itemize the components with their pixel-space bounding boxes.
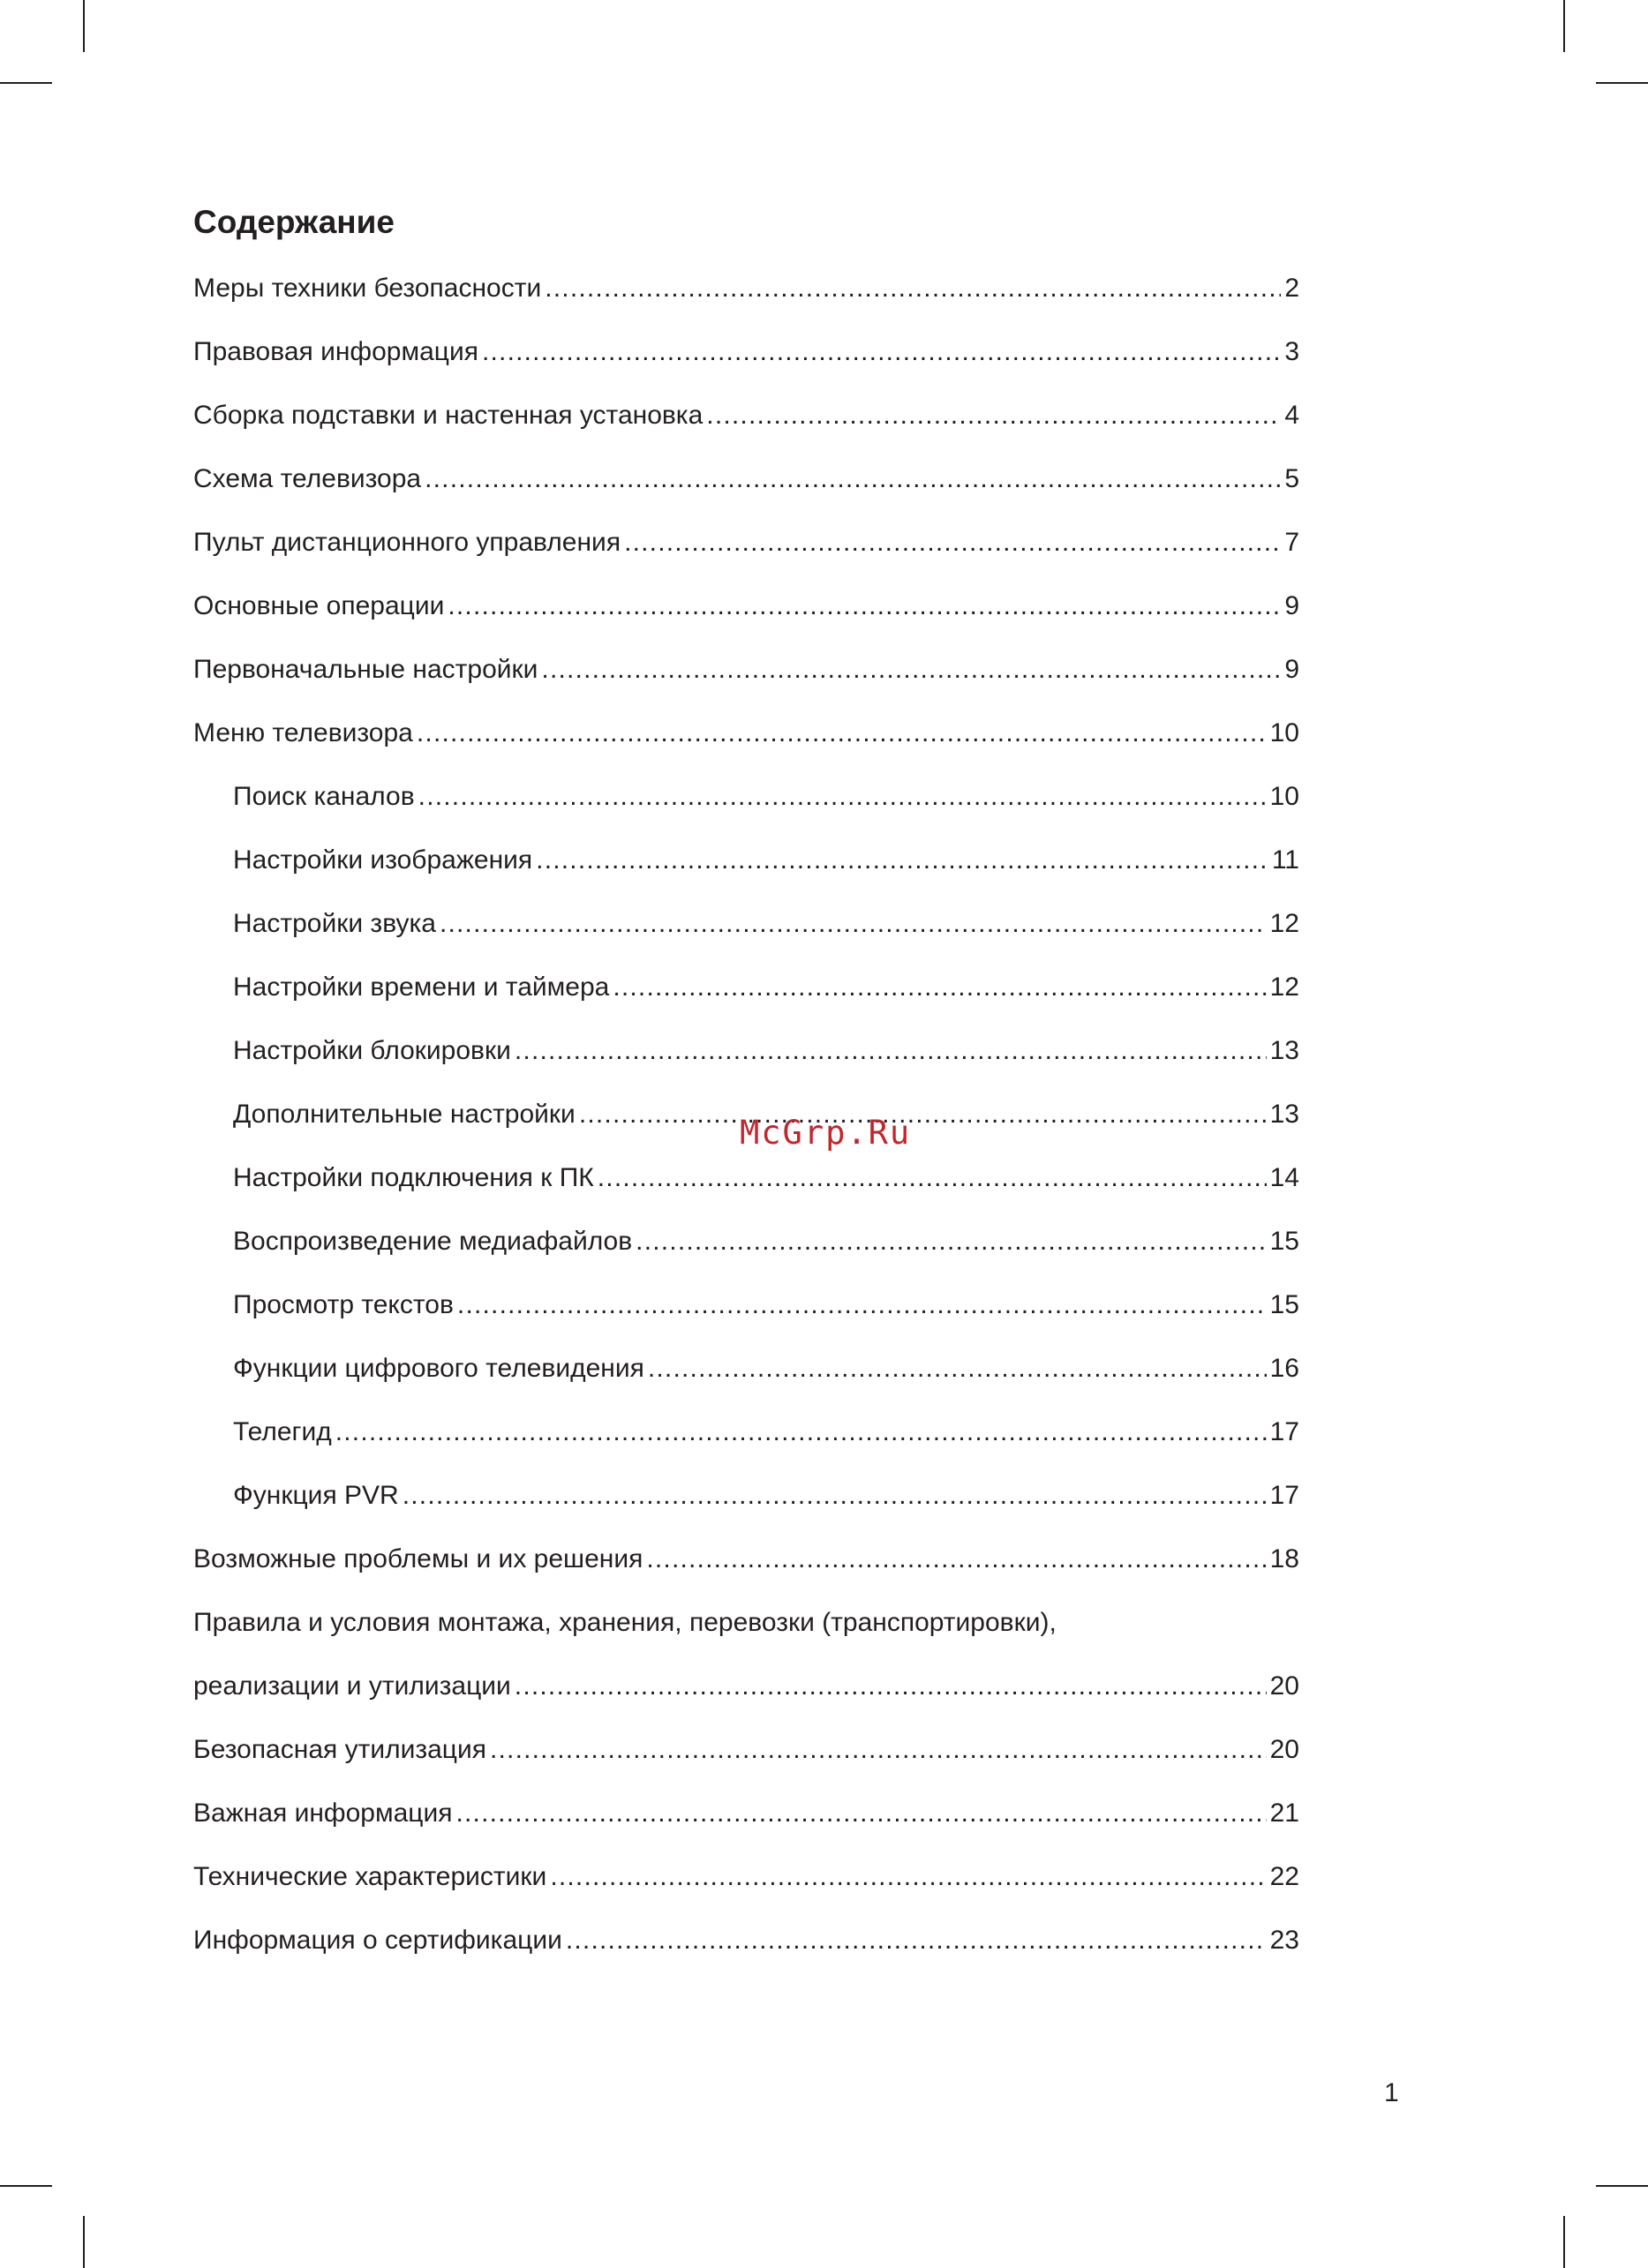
toc-dot-leader bbox=[613, 966, 1266, 1009]
toc-entry-page: 15 bbox=[1269, 1290, 1299, 1319]
toc-dot-leader bbox=[545, 267, 1281, 310]
toc-entry bbox=[193, 267, 1299, 331]
toc-entry-label: Правила и условия монтажа, хранения, перевозки (транспортировки), bbox=[193, 1608, 1057, 1637]
toc-dot-leader bbox=[440, 903, 1267, 945]
toc-entry-label: Настройки подключения к ПК bbox=[233, 1163, 594, 1192]
toc-entry bbox=[193, 1792, 1299, 1856]
toc-entry-label: Схема телевизора bbox=[193, 464, 422, 493]
toc-entry bbox=[193, 1284, 1299, 1348]
page-number: 1 bbox=[1384, 2078, 1399, 2107]
toc-dot-leader bbox=[646, 1538, 1266, 1581]
toc-entry-label: Просмотр текстов bbox=[233, 1290, 454, 1319]
toc-entry-label: Функции цифрового телевидения bbox=[233, 1354, 644, 1383]
toc-entry bbox=[193, 1030, 1299, 1093]
toc-entry-page: 4 bbox=[1284, 401, 1299, 430]
crop-mark-top-left-vertical bbox=[83, 0, 85, 52]
toc-entry-page: 13 bbox=[1269, 1100, 1299, 1129]
toc-dot-leader bbox=[335, 1411, 1267, 1453]
toc-entry bbox=[193, 1348, 1299, 1411]
toc-dot-leader bbox=[457, 1284, 1267, 1326]
toc-dot-leader bbox=[425, 458, 1281, 500]
toc-entry-label: Пульт дистанционного управления bbox=[193, 528, 621, 557]
toc-entry-label: Безопасная утилизация bbox=[193, 1735, 486, 1764]
toc-entry-label: Настройки изображения bbox=[233, 845, 533, 875]
toc-entry-page: 10 bbox=[1269, 718, 1299, 747]
toc-entry bbox=[193, 1538, 1299, 1602]
toc-entry bbox=[193, 1411, 1299, 1475]
toc-entry bbox=[193, 712, 1299, 776]
toc-dot-leader bbox=[482, 331, 1281, 373]
toc-entry bbox=[193, 458, 1299, 522]
crop-mark-bottom-right-horizontal bbox=[1596, 2185, 1648, 2187]
crop-mark-top-right-horizontal bbox=[1596, 82, 1648, 84]
toc-entry-page: 2 bbox=[1284, 274, 1299, 303]
toc-dot-leader bbox=[648, 1348, 1267, 1390]
toc-entry-page: 9 bbox=[1284, 655, 1299, 684]
toc-entry bbox=[193, 331, 1299, 394]
watermark: McGrp.Ru bbox=[740, 1114, 912, 1152]
toc-dot-leader bbox=[417, 712, 1267, 755]
toc-entry-page: 10 bbox=[1269, 782, 1299, 811]
toc-entry-page: 21 bbox=[1269, 1799, 1299, 1828]
toc-entry-page: 11 bbox=[1271, 845, 1299, 875]
toc-entry bbox=[193, 1157, 1299, 1220]
toc-dot-leader bbox=[598, 1157, 1267, 1199]
toc-dot-leader bbox=[515, 1665, 1267, 1708]
toc-entry bbox=[193, 1729, 1299, 1792]
toc-entry-label: Информация о сертификации bbox=[193, 1926, 562, 1955]
toc-entry-label: Воспроизведение медиафайлов bbox=[233, 1227, 633, 1256]
toc-entry bbox=[193, 1856, 1299, 1919]
toc-entry bbox=[193, 649, 1299, 712]
toc-dot-leader bbox=[403, 1475, 1267, 1517]
toc-dot-leader bbox=[550, 1856, 1266, 1898]
toc-entry bbox=[193, 1665, 1299, 1729]
toc-entry-label: Сборка подставки и настенная установка bbox=[193, 401, 704, 430]
toc-dot-leader bbox=[541, 649, 1281, 691]
toc-entry-label: Возможные проблемы и их решения bbox=[193, 1544, 643, 1573]
toc-entry bbox=[193, 394, 1299, 458]
toc-entry-label: Функция PVR bbox=[233, 1481, 399, 1510]
toc-dot-leader bbox=[566, 1919, 1267, 1962]
toc-entry bbox=[193, 522, 1299, 585]
toc-entry-page: 18 bbox=[1269, 1544, 1299, 1573]
crop-mark-bottom-right-vertical bbox=[1563, 2216, 1565, 2268]
toc-entry-page: 12 bbox=[1269, 973, 1299, 1002]
toc-entry-label: Первоначальные настройки bbox=[193, 655, 538, 684]
toc-entry-label: Меню телевизора bbox=[193, 718, 413, 747]
toc-entry-label: Важная информация bbox=[193, 1799, 453, 1828]
toc-entry bbox=[193, 776, 1299, 839]
toc-entry-page: 13 bbox=[1269, 1036, 1299, 1065]
toc-entry-page: 16 bbox=[1269, 1354, 1299, 1383]
toc-dot-leader bbox=[418, 776, 1267, 818]
toc-entry bbox=[193, 966, 1299, 1030]
toc-entry-label: Меры техники безопасности bbox=[193, 274, 542, 303]
toc-entry-page: 14 bbox=[1269, 1163, 1299, 1192]
toc-entry-page: 12 bbox=[1269, 909, 1299, 938]
toc-entry-label: Настройки звука bbox=[233, 909, 436, 938]
toc-entry-label: Настройки времени и таймера bbox=[233, 973, 610, 1002]
toc-entry-label: реализации и утилизации bbox=[193, 1671, 511, 1701]
toc-entry-label: Основные операции bbox=[193, 591, 445, 620]
crop-mark-bottom-left-vertical bbox=[83, 2216, 85, 2268]
toc-entry bbox=[193, 903, 1299, 966]
toc-entry-page: 17 bbox=[1269, 1481, 1299, 1510]
toc-dot-leader bbox=[515, 1030, 1267, 1072]
toc-entry-page: 3 bbox=[1284, 337, 1299, 366]
toc-entry bbox=[193, 839, 1299, 903]
toc-entry-label: Технические характеристики bbox=[193, 1862, 547, 1891]
page-title: Содержание bbox=[193, 204, 395, 240]
toc-dot-leader bbox=[490, 1729, 1267, 1771]
crop-mark-top-left-horizontal bbox=[0, 82, 52, 84]
toc-entry bbox=[193, 1919, 1299, 1983]
toc-dot-leader bbox=[448, 585, 1281, 627]
toc-dot-leader bbox=[624, 522, 1281, 564]
toc-entry-label: Правовая информация bbox=[193, 337, 478, 366]
crop-mark-top-right-vertical bbox=[1563, 0, 1565, 52]
toc-dot-leader bbox=[706, 394, 1281, 437]
toc-entry-label: Дополнительные настройки bbox=[233, 1100, 576, 1129]
toc-entry-label: Настройки блокировки bbox=[233, 1036, 511, 1065]
toc-entry bbox=[193, 1475, 1299, 1538]
toc-entry-page: 5 bbox=[1284, 464, 1299, 493]
toc-entry bbox=[193, 1220, 1299, 1284]
toc-dot-leader bbox=[536, 839, 1268, 882]
toc-entry-page: 20 bbox=[1269, 1735, 1299, 1764]
toc-entry-label: Поиск каналов bbox=[233, 782, 415, 811]
crop-mark-bottom-left-horizontal bbox=[0, 2185, 52, 2187]
toc-entry-page: 15 bbox=[1269, 1227, 1299, 1256]
toc-entry-page: 22 bbox=[1269, 1862, 1299, 1891]
toc-entry-page: 7 bbox=[1284, 528, 1299, 557]
toc-dot-leader bbox=[455, 1792, 1266, 1835]
toc-entry-page: 20 bbox=[1269, 1671, 1299, 1701]
toc-dot-leader bbox=[636, 1220, 1266, 1263]
toc-entry bbox=[193, 1602, 1299, 1665]
toc-entry-page: 9 bbox=[1284, 591, 1299, 620]
toc-entry bbox=[193, 585, 1299, 649]
toc-entry-page: 23 bbox=[1269, 1926, 1299, 1955]
toc-dot-leader bbox=[579, 1093, 1267, 1136]
toc-entry-page: 17 bbox=[1269, 1417, 1299, 1446]
toc-entry-label: Телегид bbox=[233, 1417, 332, 1446]
